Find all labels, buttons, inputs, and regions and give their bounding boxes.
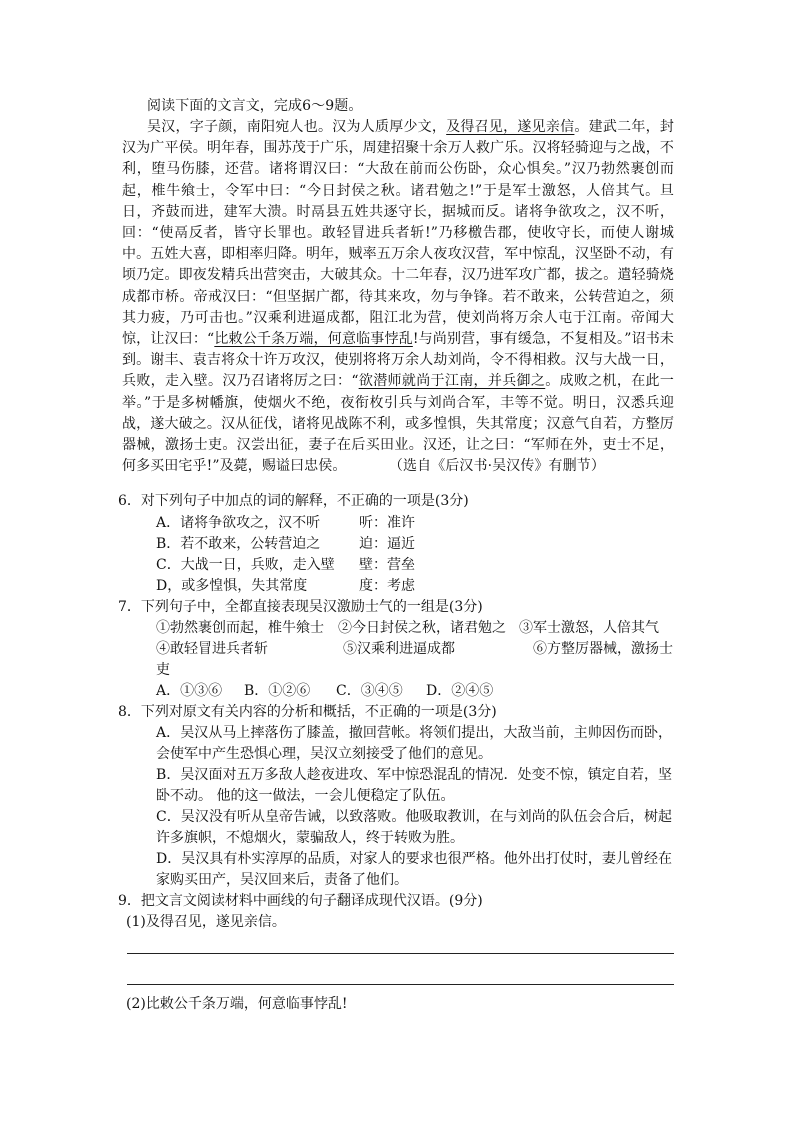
classical-passage bbox=[122, 117, 674, 491]
passage-text: 。成败之机，在此一举。”于是多树幡旗，使烟火不绝，夜衔枚引兵与刘尚合军，丰等不觉。明日，汉悉兵迎战，遂大破之。汉从征伐，诸将见战陈不利，或多惶惧，失其常度；汉意气自若，方整厉器械，激扬士吏。汉尝出征，妻子在后买田业。汉还，让之曰：“军师在外，吏士不足，何多买田宅乎!”及薨，赐谥曰忠侯。 bbox=[122, 373, 674, 475]
item-2: ②今日封侯之秋，诸君勉之 bbox=[338, 620, 506, 636]
item-3: ③军士激怒，人倍其气 bbox=[519, 620, 659, 636]
underlined-sentence-2: 比敕公千条万端，何意临事悖乱 bbox=[214, 331, 413, 348]
option-gloss: 听：准许 bbox=[359, 515, 415, 531]
translation-prompt-1: (1)及得召见，遂见亲信。 bbox=[126, 914, 286, 930]
choice-a: A．①③⑥ bbox=[156, 683, 223, 699]
question-8-option-a: A．吴汉从马上摔落伤了膝盖，撤回营帐。将领们提出，大敌当前，主帅因伤而卧，会使军中产生恐惧心理，吴汉立刻接受了他们的意见。 bbox=[156, 725, 672, 762]
answer-line[interactable] bbox=[127, 984, 674, 985]
item-5: ⑤汉乘利进逼成都 bbox=[343, 641, 455, 657]
underlined-sentence-3: 欲潜师就尚于江南，并兵御之 bbox=[358, 373, 546, 390]
choice-b: B．①②⑥ bbox=[244, 683, 311, 699]
choice-d: D．②④⑤ bbox=[426, 683, 494, 699]
passage-source: （选自《后汉书·吴汉传》有删节） bbox=[395, 458, 605, 475]
answer-line[interactable] bbox=[127, 953, 674, 954]
question-8-option-c: C．吴汉没有听从皇帝告诫，以致落败。他吸取教训，在与刘尚的队伍会合后，树起许多旗帜，不熄烟火，蒙骗敌人，终于转败为胜。 bbox=[156, 809, 672, 846]
passage-text: 吴汉，字子颜，南阳宛人也。汉为人质厚少文， bbox=[147, 119, 447, 135]
option-sentence: B．若不敢来，公转营迫之 bbox=[156, 536, 321, 552]
question-6-stem: 6．对下列句子中加点的词的解释，不正确的一项是(3分) bbox=[118, 493, 469, 509]
question-8-stem: 8．下列对原文有关内容的分析和概括，不正确的一项是(3分) bbox=[118, 704, 497, 720]
option-gloss: 壁：营垒 bbox=[359, 557, 415, 573]
item-6: ⑥方整厉器械，激扬士 bbox=[533, 641, 673, 657]
question-7-stem: 7．下列句子中，全都直接表现吴汉激励士气的一组是(3分) bbox=[118, 599, 483, 615]
translation-prompt-2: (2)比敕公千条万端，何意临事悖乱! bbox=[126, 996, 348, 1012]
passage-text: !与尚别营，事有缓急，不复相及。”诏书未到。谢丰、袁吉将众十许万攻汉，使别将将万余人劫刘尚，令不得相救。汉与大战一日，兵败，走入壁。汉乃召诸将厉之曰：“ bbox=[122, 331, 675, 390]
item-4: ④敢轻冒进兵者斩 bbox=[156, 641, 268, 657]
question-9-stem: 9．把文言文阅读材料中画线的句子翻译成现代汉语。(9分) bbox=[118, 893, 483, 909]
option-gloss: 迫：逼近 bbox=[359, 536, 415, 552]
reading-instruction: 阅读下面的文言文，完成6～9题。 bbox=[147, 98, 363, 114]
item-1: ①勃然裹创而起，椎牛飨士 bbox=[156, 620, 324, 636]
question-8-option-b: B．吴汉面对五万多敌人趁夜进攻、军中惊恐混乱的情况．处变不惊，镇定自若，坚卧不动。 他的这一做法，一会儿便稳定了队伍。 bbox=[156, 767, 672, 804]
underlined-sentence-1: 及得召见，遂见亲信 bbox=[446, 119, 575, 135]
passage-text: 。建武二年，封汉为广平侯。明年春，围苏茂于广乐，周建招聚十余万人救广乐。汉将轻骑迎与之战，不利，堕马伤膝，还营。诸将谓汉曰：“大敌在前而公伤卧，众心惧矣。”汉乃勃然裹创而起，椎牛飨士，令军中曰：“今日封侯之秋。诸君勉之!”于是军士激怒，人倍其气。旦日，齐鼓而进，建军大溃。时鬲县五姓共逐守长，据城而反。诸将争欲攻之，汉不听，回：“使鬲反者，皆守长罪也。敢轻冒进兵者斩!”乃移檄告郡，使收守长，而使人谢城中。五姓大喜，即相率归降。明年，贼率五万余人夜攻汉营，军中惊乱，汉坚卧不动，有顷乃定。即夜发精兵出营突击，大破其众。十二年春，汉乃进军攻广都，拔之。遣轻骑烧成都市桥。帝戒汉曰：“但坚据广都，待其来攻，勿与争锋。若不敢来，公转营迫之，须其力疲，乃可击也。”汉乘利进逼成都，阻江北为营，使刘尚将万余人屯于江南。帝闻大惊，让汉曰：“ bbox=[122, 119, 675, 348]
item-6-continuation: 吏 bbox=[156, 662, 170, 678]
question-8-option-d: D．吴汉具有朴实淳厚的品质，对家人的要求也很严格。他外出打仗时，妻儿曾经在家购买田产，吴汉回来后，责备了他们。 bbox=[156, 851, 672, 888]
option-sentence: C．大战一日，兵败，走入壁 bbox=[156, 557, 335, 573]
option-sentence: A．诸将争欲攻之，汉不听 bbox=[156, 515, 321, 531]
choice-c: C．③④⑤ bbox=[336, 683, 403, 699]
option-gloss: 度：考虑 bbox=[359, 578, 415, 594]
option-sentence: D，或多惶惧，失其常度 bbox=[156, 578, 308, 594]
